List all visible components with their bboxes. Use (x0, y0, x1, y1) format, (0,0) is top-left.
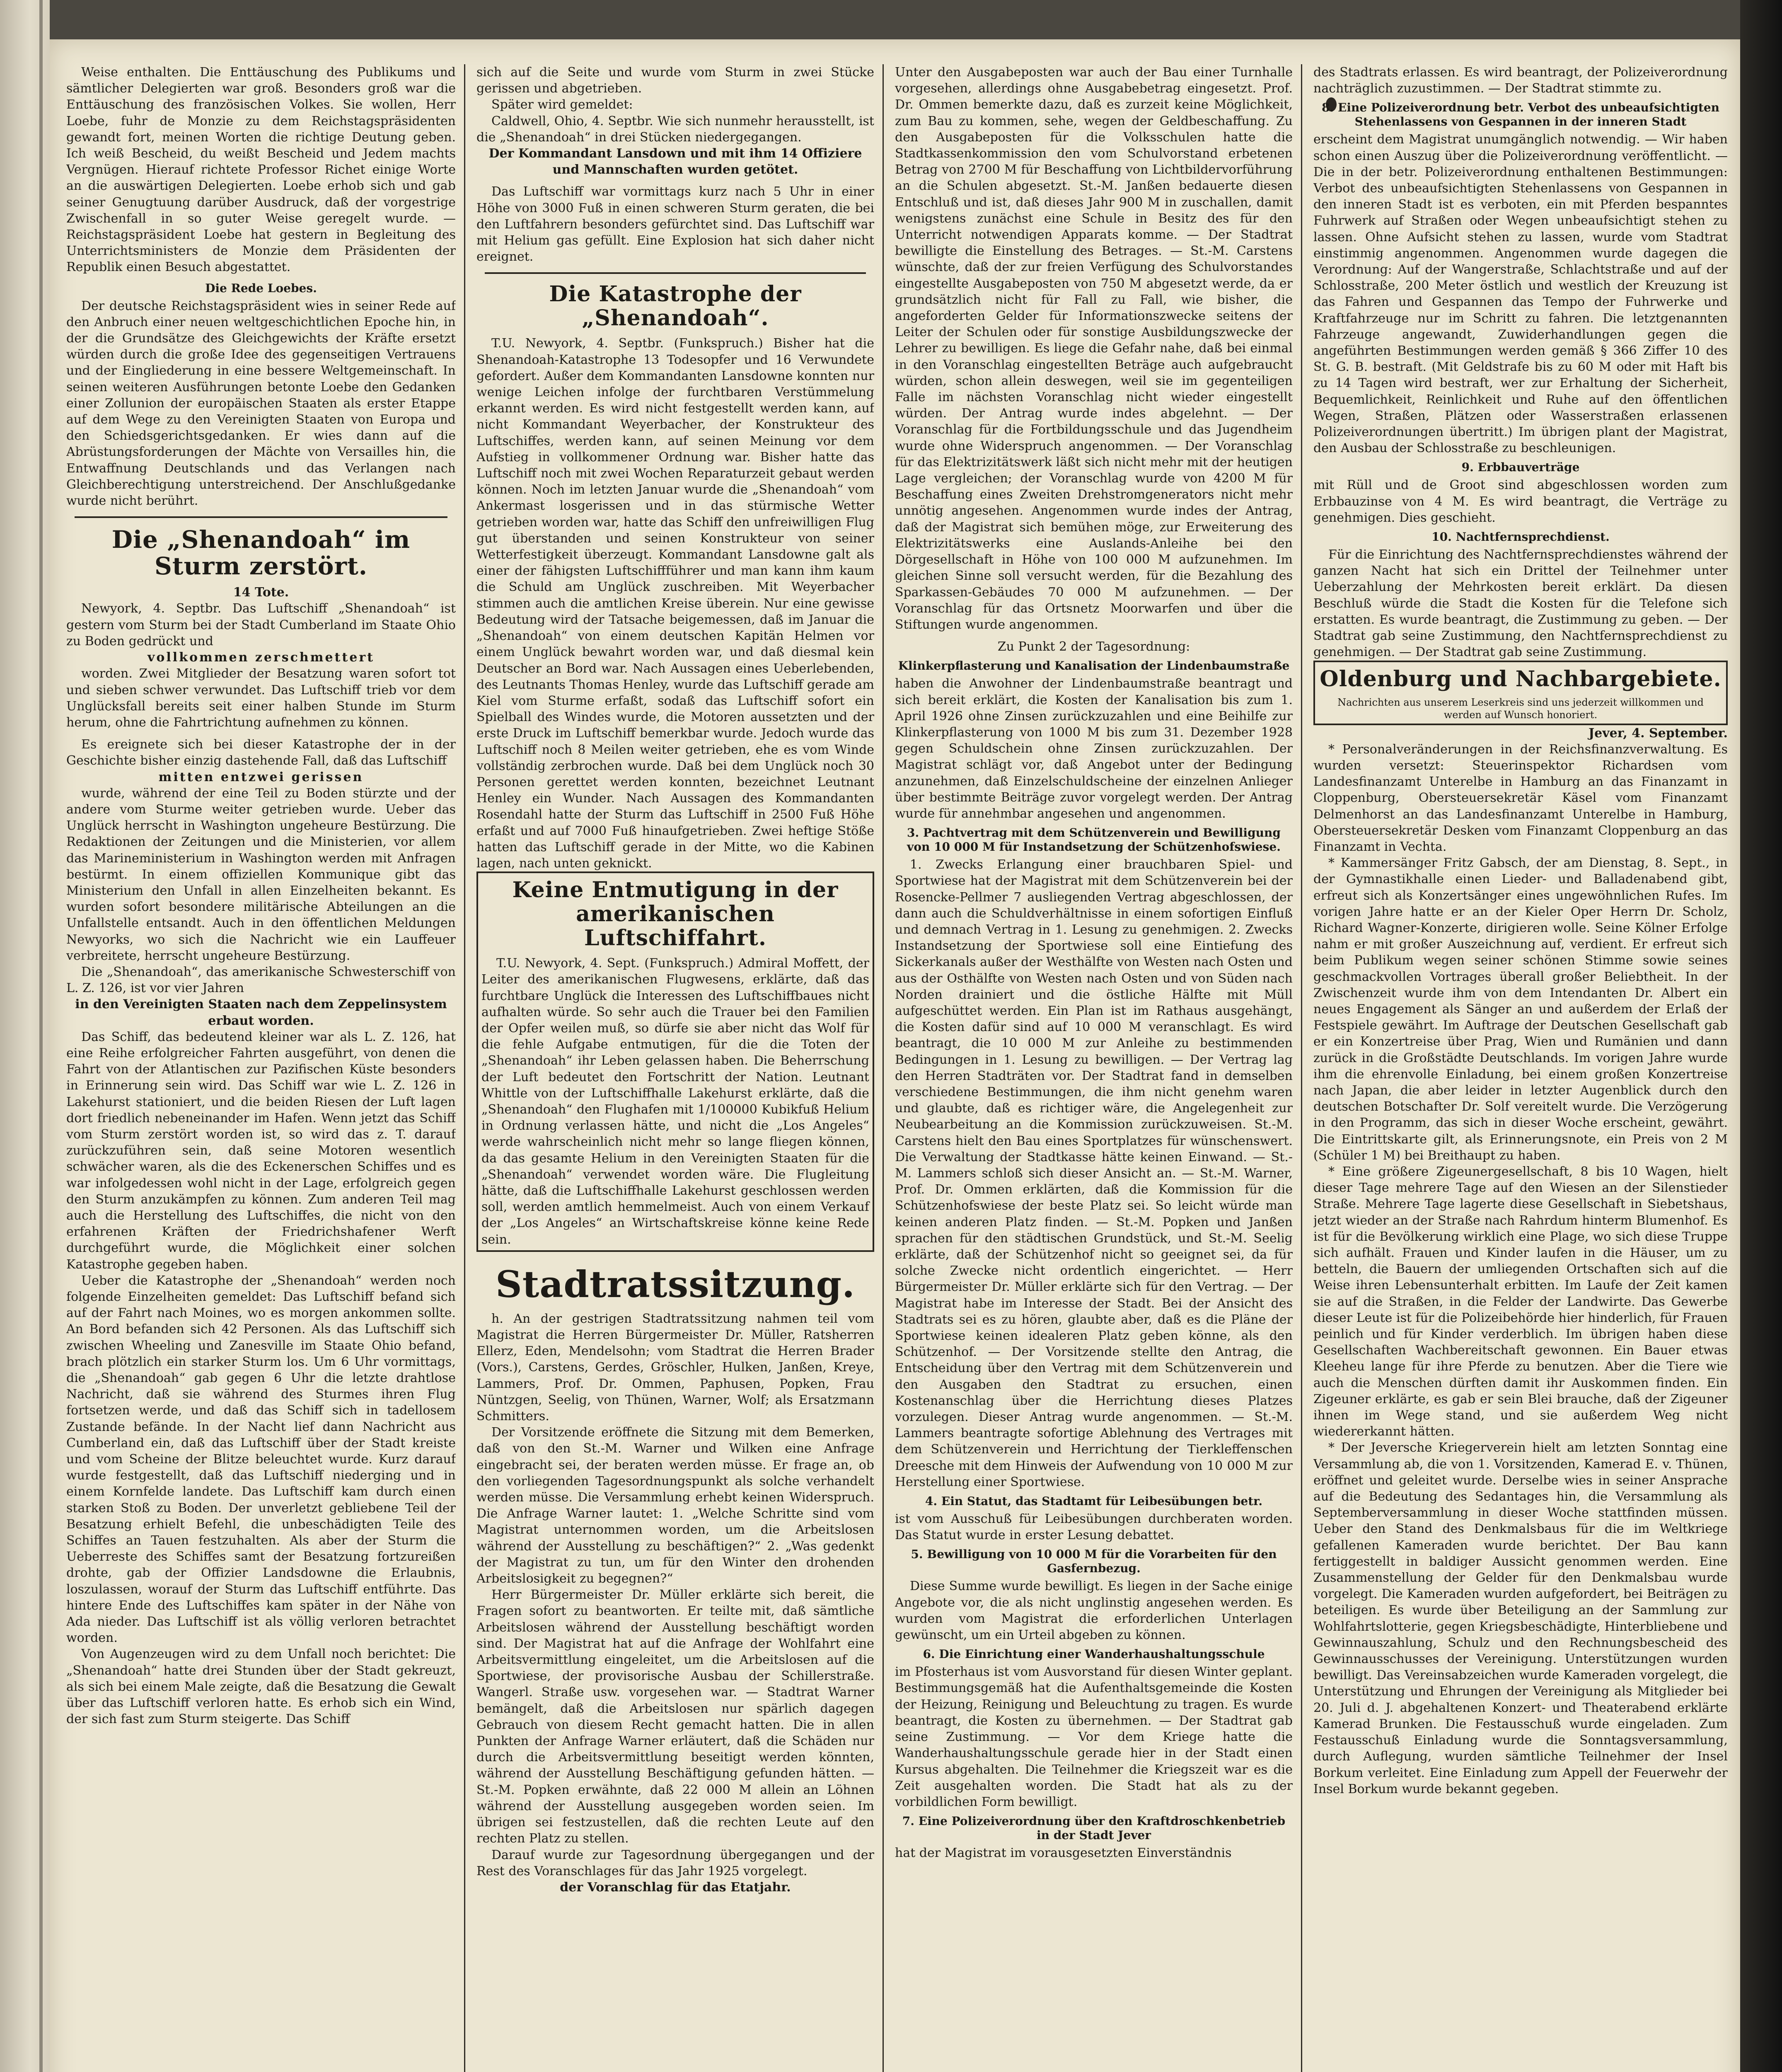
boxed-article (476, 871, 874, 1252)
paragraph: Der deutsche Reichstagspräsident wies in seiner Rede auf den Anbruch einer neuen weltgeschichtlichen Epoche hin, in der die Grundsätze des Gleichgewichts der Kräfte ersetzt würden durch die große Idee des gegenseitigen Vertrauens und der Eingliederung in eine bessere Weltgemeinschaft. In seinen weiteren Ausführungen betonte Loebe den Gedanken einer Zollunion der europäischen Staaten als erster Etappe auf dem Wege zu den Vereinigten Staaten von Europa und den Schiedsgerichtsgedanken. Er wies dann auf die Abrüstungsforderungen der Mächte von Versailles hin, die Entwaffnung Deutschlands und das Verlangen nach Gleichberechtigung unterstreichend. Der Anschlußgedanke wurde nicht berührt. (66, 298, 456, 508)
paragraph: Es ereignete sich bei dieser Katastrophe der in der Geschichte bisher einzig dastehende Fall, daß das Luftschiff (66, 737, 456, 768)
paragraph: * Personalveränderungen in der Reichsfinanzverwaltung. Es wurden versetzt: Steuerinspektor Richardsen vom Landesfinanzamt Unterelbe in Hamburg an das Finanzamt in Cloppenburg, Obersteuersekretär Käsel vom Finanzamt Delmenhorst an das Landesfinanzamt Unterelbe in Hamburg, Obersteuersekretär Desken vom Finanzamt Cloppenburg an das Finanzamt in Vechta. (1313, 742, 1728, 854)
column-rule-2 (883, 64, 884, 2072)
paragraph: Von Augenzeugen wird zu dem Unfall noch berichtet: Die „Shenandoah“ hatte drei Stunden über der Stadt gekreuzt, als sich bei einem Male zeigte, daß die Besatzung die Gewalt über das Luftschiff verloren hatte. Es erhob sich ein Wind, der sich fast zum Sturm steigerte. Das Schiff (66, 1647, 456, 1727)
paragraph: Ueber die Katastrophe der „Shenandoah“ werden noch folgende Einzelheiten gemeldet: Das Luftschiff befand sich auf der Fahrt nach Moines, wo es morgen ankommen sollte. An Bord befanden sich 42 Personen. Als das Luftschiff sich zwischen Wheeling und Zanesville im Staate Ohio befand, brach plötzlich ein starker Sturm los. Um 6 Uhr vormittags, die „Shenandoah“ gab gegen 6 Uhr die letzte drahtlose Nachricht, daß sie während des Sturmes ihren Flug fortsetzen werde, und daß das Schiff sich in tadellosem Zustande befände. In der Nacht lief dann Nachricht aus Cumberland ein, daß das Luftschiff über der Stadt kreiste und vom Scheine der Blitze beleuchtet wurde. Kurz darauf wurde festgestellt, daß das Luftschiff niederging und in einem Kornfelde landete. Das Luftschiff kam durch einen starken Stoß zu Boden. Der unverletzt gebliebene Teil der Besatzung erhielt Befehl, die unbeschädigten Teile des Schiffes an Tauen festzuhalten. Als aber der Sturm die Ueberreste des Schiffes samt der Besatzung fortzureißen drohte, gab der Offizier Landsdowne die Erlaubnis, loszulassen, worauf der Sturm das Luftschiff entführte. Das hintere Ende des Luftschiffes kam später in der Nähe von Ada nieder. Das Luftschiff ist als völlig verloren betrachtet worden. (66, 1273, 456, 1646)
section-note: Nachrichten aus unserem Leserkreis sind uns jederzeit willkommen und werden auf Wunsch honoriert. (1337, 696, 1704, 721)
section-headline: Oldenburg und Nachbargebiete. (1320, 666, 1722, 692)
paragraph: T.U. Newyork, 4. Sept. (Funkspruch.) Admiral Moffett, der Leiter des amerikanischen Flugwesens, erklärte, daß das furchtbare Unglück die Interessen des Luftschiffbaues nicht aufhalten würde. So sehr auch die Trauer bei den Familien der Opfer weilen muß, so dürfe sie aber nicht das Wolf für die fehle Aufgabe entmutigen, für die die Toten der „Shenandoah“ ihr Leben gelassen haben. Die Beherrschung der Luft bedeutet den Fortschritt der Nation. Leutnant Whittle von der Luftschiffhalle Lakehurst erklärte, daß die „Shenandoah“ den Flughafen mit 1/100000 Kubikfuß Helium in Ordnung verlassen hätte, und nicht die „Los Angeles“ werde wahrscheinlich nicht mehr so lange fliegen können, da das gesamte Helium in den Vereinigten Staaten für die „Shenandoah“ verwendet worden wäre. Die Flugleitung hätte, daß die Luftschiffhalle Lakehurst geschlossen werden soll, werden amtlich hemmelmeist. Auch von einem Verkauf der „Los Angeles“ an Wirtschaftskreise könne keine Rede sein. (481, 956, 869, 1247)
paragraph: * Eine größere Zigeunergesellschaft, 8 bis 10 Wagen, hielt dieser Tage mehrere Tage auf den Wiesen an der Silenstieder Straße. Mehrere Tage lagerte diese Gesellschaft in Siebetshaus, jetzt wieder an der Straße nach Rahrdum hinterm Blumenhof. Es ist für die Bevölkerung wirklich eine Plage, wo sich diese Truppe sich aufhält. Frauen und Kinder laufen in die Häuser, um zu betteln, die Bauern der umliegenden Ortschaften sich auf die Weise ihren Lebensunterhalt erbitten. Im Laufe der Zeit kamen sie auf die Straßen, in die Felder der Landwirte. Das Gewerbe dieser Leute ist für die Polizeibehörde hier hinderlich, für Frauen peinlich und für Kinder verderblich. Im übrigen haben diese Gesellschaften Wachbereitschaft gewonnen. Ein Bauer etwas Kleeheu lange für ihre Pferde zu benutzen. Aber die Tiere wie auch die Menschen dürften damit ihr Auskommen finden. Ein Zigeuner erklärte, es gab er sein Blei brauche, daß der Zigeuner ihnen im Wege stand, und sie außerdem Weg nicht wiedererkannt hätten. (1313, 1164, 1728, 1439)
paragraph: vollkommen zerschmettert (147, 650, 375, 665)
divider (485, 272, 866, 274)
article-headline: Stadtratssitzung. (496, 1262, 855, 1306)
paragraph: hat der Magistrat im vorausgesetzten Einverständnis (895, 1846, 1232, 1861)
column-rule-1 (464, 64, 465, 2072)
column-3 (895, 64, 1293, 2072)
column-2 (476, 64, 874, 2072)
paragraph: Darauf wurde zur Tagesordnung übergegangen und der Rest des Voranschlages für das Jahr 1925 vorgelegt. (476, 1847, 874, 1878)
paragraph: * Der Jeversche Kriegerverein hielt am letzten Sonntag eine Versammlung ab, die von 1. Vorsitzenden, Kamerad E. v. Thünen, eröffnet und geleitet wurde. Derselbe wies in seiner Ansprache auf die Bedeutung des Sedantages hin, die Versammlung als Septemberversammlung in dieser Woche stattfinden müssen. Ueber den Stand des Denkmalsbaus für die im Weltkriege gefallenen Kameraden wurde berichtet. Der Bau kann fertiggestellt in baldiger Aussicht genommen werden. Eine Zusammenstellung der Gelder für den Denkmalsbau wurde vorgelegt. Die Kameraden wurden aufgefordert, bei Beiträgen zu beteiligen. Es wurde über Beteiligung an der Sammlung zur Wohlfahrtslotterie, gegen Kriegsbeschädigte, Hinterbliebene und Gewinnauszahlung, Schulz und den Rechnungsbescheid des Gewinnausschusses der Vereinigung. Unterstützungen wurden bewilligt. Das Vereinsabzeichen wurde Kameraden vorgelegt, die Unterstützung und Ehrungen der Vereinigung als Mitglieder bei 20. Juli d. J. abgehaltenen Konzert- und Theaterabend erklärte Kamerad Brunken. Die Festausschuß wurde eingeladen. Zum Festausschuß Einladung wurde die Sonntagsversammlung, durch Auflegung, wurden sämtliche Teilnehmer der Insel Borkum verleitet. Eine Einladung zum Appell der Feuerwehr der Insel Borkum wurde bekannt gegeben. (1313, 1440, 1728, 1796)
paragraph: Unter den Ausgabeposten war auch der Bau einer Turnhalle vorgesehen, allerdings ohne Ausgabebetrag eingesetzt. Prof. Dr. Ommen bemerkte dazu, daß es zurzeit keine Möglichkeit, zum Bau zu kommen, sehe, wegen der Geldbeschaffung. Zu den Ausgabeposten für die Volksschulen hatte die Stadtkassenkommission den vom Schulvorstand erbetenen Betrag von 2700 M für Beschaffung von Lichtbildervorführung an die Schulen abgesetzt. St.-M. Janßen bedauerte diesen Entschluß und ist, daß dieses Jahr 900 M in zuschallen, damit wenigstens zunächst eine Schule in Besitz des für den Unterricht notwendigen Apparats komme. — Der Stadtrat bewilligte die Einstellung des Betrages. — St.-M. Carstens wünschte, daß der zur freien Verfügung des Schulvorstandes eingestellte Ausgabeposten von 750 M abgesetzt werde, da er grundsätzlich nicht für Fall zu Fall, wie bisher, die angeforderten Gelder für Informationszwecke seitens der Leiter der Schulen oder für sonstige Ausbildungszwecke der Lehrer zu bewilligen. Es liege die Gefahr nahe, daß bei einmal in den Voranschlag eingestellten Beträge auch aufgebraucht würden, schon allein deswegen, weil sie im gegenteiligen Falle im nächsten Voranschlag nicht wieder eingestellt würden. Der Antrag wurde indes abgelehnt. — Der Voranschlag für die Fortbildungsschule und das Jugendheim wurde ohne Widerspruch angenommen. — Der Voranschlag für das Elektrizitätswerk läßt sich nicht mehr mit der heutigen Lage vergleichen; der Voranschlag wurde von 4200 M für Beschaffung eines Zweiten Drehstromgenerators nicht mehr unnötig angesehen. Angenommen wurde indes der Antrag, daß der Magistrat sich bemühen möge, zur Erweiterung des Elektrizitätswerks eine Auslands-Anleihe bei den Dörgesellschaft in Höhe von 100 000 M aufzunehmen. Im gleichen Sinne soll versucht werden, für die Bezahlung des Sparkassen-Gebäudes 70 000 M aufzunehmen. — Der Voranschlag für das Ortsnetz Moorwarfen und über die Stiftungen wurde angenommen. (895, 65, 1293, 632)
section-subheading: 4. Ein Statut, das Stadtamt für Leibesübungen betr. (925, 1494, 1263, 1508)
paragraph: Caldwell, Ohio, 4. Septbr. Wie sich nunmehr herausstellt, ist die „Shenandoah“ in drei Stücken niedergegangen. (476, 114, 874, 145)
paragraph: Zu Punkt 2 der Tagesordnung: (997, 639, 1190, 654)
paragraph: erscheint dem Magistrat unumgänglich notwendig. — Wir haben schon einen Auszug über die Polizeiverordnung veröffentlicht. — Die in der betr. Polizeiverordnung enthaltenen Bestimmungen: Verbot des unbeaufsichtigten Stehenlassens von Gespannen in den inneren Stadt ist es verboten, ein mit Pferden bespanntes Fuhrwerk auf Straßen oder Wegen unbeaufsichtigt stehen zu lassen. Ohne Aufsicht stehen zu lassen, wurde vom Stadtrat einstimmig angenommen. Angenommen wurde dagegen die Verordnung: Auf der Wangerstraße, Schlachtstraße und auf der Schlosstraße, 200 Meter östlich und westlich der Kreuzung ist das Fahren und Gespannen das Tempo der Fuhrwerke und Kraftfahrzeuge nur im Schritt zu fahren. Die letztgenannten Fahrzeuge angewandt, Zuwiderhandlungen gegen die angeführten Bestimmungen werden gemäß § 366 Ziffer 10 des St. G. B. bestraft. (Mit Geldstrafe bis zu 60 M oder mit Haft bis zu 14 Tagen wird bestraft, wer zur Erhaltung der Sicherheit, Bequemlichkeit, Reinlichkeit und Ruhe auf den öffentlichen Wegen, Straßen, Plätzen oder Wasserstraßen erlassenen Polizeiverordnungen übertritt.) Im übrigen plant der Magistrat, den Ausbau der Schlosstraße zu beschleunigen. (1313, 132, 1728, 456)
paragraph: ist vom Ausschuß für Leibesübungen durchberaten worden. Das Statut wurde in erster Lesung debattet. (895, 1512, 1293, 1543)
section-subheading: 3. Pachtvertrag mit dem Schützenverein und Bewilligung von 10 000 M für Instandsetzung der Schützenhofswiese. (907, 826, 1281, 854)
article-headline: Die „Shenandoah“ im Sturm zerstört. (111, 525, 411, 581)
paragraph: Für die Einrichtung des Nachtfernsprechdienstes während der ganzen Nacht hat sich ein Drittel der Teilnehmer unter Ueberzahlung der Mehrkosten bereit erklärt. Da diesen Beschluß würde die Stadt die Kosten für die Telefone sich erstatten. Es wurde beantragt, die Zustimmung zu geben. — Der Stadtrat gab seine Zustimmung, den Nachtfernsprechdienst zu genehmigen. — Der Stadtrat gab seine Zustimmung. (1313, 547, 1728, 660)
paragraph: * Kammersänger Fritz Gabsch, der am Dienstag, 8. Sept., in der Gymnastikhalle einen Lieder- und Balladenabend gibt, erfreut sich als Konzertsänger eines ungewöhnlichen Rufes. Im vorigen Jahre hatte er an der Kieler Oper Herrn Dr. Scholz, Richard Wagner-Konzerte, dirigieren wolle. Seine Kölner Erfolge nahm er mit großer Auszeichnung auf, verdient. Er erfreut sich beim Publikum wegen seiner schönen Stimme sowie seines geschmackvollen Vortrages überall großer Beliebtheit. In der Zwischenzeit wurde ihm von dem Intendanten Dr. Albert ein neues Engagement als Sänger an und außerdem der Erlaß der Festspiele gewährt. Im Auftrage der Deutschen Gesellschaft gab er ein Konzertreise über Prag, Wien und Rumänien und dann zurück in die Großstädte Deutschlands. Im vorigen Jahre wurde ihm die ehrenvolle Einladung, bei einem großen Konzertreise nach Japan, die aber leider in letzter Augenblick durch den deutschen Botschafter Dr. Solf vereitelt wurde. Die Verzögerung in den Programm, das sich in dieser Woche erscheint, gewährt. Die Eintrittskarte gilt, als Erinnerungsnote, ein Preis von 2 M (Schüler 1 M) bei Breithaupt zu haben. (1313, 856, 1728, 1163)
dateline: Jever, 4. September. (1588, 726, 1728, 741)
paragraph: im Pfosterhaus ist vom Ausvorstand für diesen Winter geplant. Bestimmungsgemäß hat die Aufenthaltsgemeinde die Kosten der Heizung, Reinigung und Beleuchtung zu tragen. Es wurde beantragt, die Kosten zu übernehmen. — Der Stadtrat gab seine Zustimmung. — Vor dem Kriege hatte die Wanderhaushaltungsschule gerade hier in der Stadt einen Kursus abgehalten. Die Teilnehmer die Kriegszeit war es die Zeit ausgehalten worden. Die Stadt hat als zu der vorbildlichen Form bewilligt. (895, 1665, 1293, 1809)
paragraph: mitten entzwei gerissen (158, 770, 364, 784)
paragraph: Newyork, 4. Septbr. Das Luftschiff „Shenandoah“ ist gestern vom Sturm bei der Stadt Cumberland im Staate Ohio zu Boden gedrückt und (66, 601, 456, 649)
paragraph: haben die Anwohner der Lindenbaumstraße beantragt und sich bereit erklärt, die Kosten der Kanalisation bis zum 1. April 1926 ohne Zinsen zurückzuzahlen und eine Beihilfe zur Klinkerpflasterung von 1000 M bis zum 31. Dezember 1928 gegen Schuldschein ohne Zinsen zurückzuzahlen. Der Magistrat schlägt vor, daß Angebot unter der Bedingung anzunehmen, daß Einzelschuldscheine der einzelnen Anlieger über bestimmte Beiträge zuvor vorgelegt werden. Der Antrag wurde für annehmbar angesehen und angenommen. (895, 676, 1293, 821)
section-subheading: 10. Nachtfernsprechdienst. (1431, 530, 1610, 544)
section-subheading: 7. Eine Polizeiverordnung über den Kraftdroschkenbetrieb in der Stadt Jever (902, 1814, 1286, 1842)
column-4 (1313, 64, 1728, 2072)
section-header-box (1313, 661, 1728, 725)
paragraph: sich auf die Seite und wurde vom Sturm in zwei Stücke gerissen und abgetrieben. (476, 65, 874, 96)
paragraph: Der Vorsitzende eröffnete die Sitzung mit dem Bemerken, daß von den St.-M. Warner und Wilken eine Anfrage eingebracht sei, der beraten werden müsse. Er frage an, ob den vorliegenden Tagesordnungspunkt als solche verhandelt werden müsse. Die Versammlung erhebt keinen Widerspruch. Die Anfrage Warner lautet: 1. „Welche Schritte sind vom Magistrat unternommen worden, um die Arbeitslosen während der Ausstellung zu beschäftigen?“ 2. „Was gedenkt der Magistrat zu tun, um für den Winter den drohenden Arbeitslosigkeit zu begegnen?“ (476, 1425, 874, 1586)
page-binding (0, 0, 50, 2072)
section-subheading: Klinkerpflasterung und Kanalisation der Lindenbaumstraße (898, 659, 1290, 673)
paragraph: in den Vereinigten Staaten nach dem Zeppelinsystem erbaut worden. (75, 997, 447, 1028)
paragraph: 1. Zwecks Erlangung einer brauchbaren Spiel- und Sportwiese hat der Magistrat mit dem Schützenverein bei der Rosencke-Pellmer 7 ausliegenden Vertrag abgeschlossen, der dann auch die Schuldverhältnisse in einem sofortigen Einfluß und demnach Vertrag in 1. Lesung zu genehmigen. 2. Zwecks Instandsetzung der Sportwiese soll eine Eintiefung des Sickerkanals außer der Westhälfte von Westen nach Osten und aus der Osthälfte von Westen nach Osten und von Süden nach Norden drainiert und die östliche Hälfte mit Müll aufgeschüttet werden. Ein Plan ist im Rathaus ausgehängt, die Kosten dafür sind auf 10 000 M veranschlagt. Es wird beantragt, die 10 000 M zur Anleihe zu bestimmenden Bedingungen in 1. Lesung zu bewilligen. — Der Vertrag lag den Herren Stadträten vor. Der Stadtrat fand in demselben verschiedene Bestimmungen, die ihm nicht genehm waren und glaubte, daß es richtiger wäre, die Angelegenheit zur Neubearbeitung an die Kommission zurückzuweisen. St.-M. Carstens hielt den Bau eines Sportplatzes für wünschenswert. Die Verwaltung der Stadtkasse hätte keinen Einwand. — St.-M. Lammers schloß sich dieser Ansicht an. — St.-M. Warner, Prof. Dr. Ommen erklärten, daß die Kommission für die Schützenhofswiese der beste Platz sei. So leicht würde man keinen anderen Platz finden. — St.-M. Popken und Janßen sprachen für den städtischen Grundstück, und St.-M. Seelig erklärte, daß der Schützenhof nicht so geeignet sei, da für solche Zwecke nicht ordentlich eingerichtet. — Herr Bürgermeister Dr. Müller erklärte sich für den Vertrag. — Der Magistrat habe im Interesse der Stadt. Bei der Ansicht des Stadtrats sei es zu hören, glaubte aber, daß es die Pläne der Sportwiese keinen idealeren Platz geben könne, als den Schützenhof. — Der Vorsitzende stellte den Antrag, die Entscheidung über den Vertrag mit dem Schützenverein und den Ausgaben den Stadtrat zu ersuchen, einen Kostenanschlag über die Herrichtung dieses Platzes vorzulegen. Dieser Antrag wurde angenommen. — St.-M. Lammers beantragte sofortige Ablehnung des Vertrages mit dem Schützenverein und Herrichtung der Tierkleffenschen Dreesche mit dem Hinweis der Aufwendung von 10 000 M zur Herstellung einer Sportwiese. (895, 857, 1293, 1489)
column-rule-3 (1301, 64, 1302, 2072)
paragraph: Der Kommandant Lansdown und mit ihm 14 Offiziere und Mannschaften wurden getötet. (488, 146, 862, 177)
paragraph: Herr Bürgermeister Dr. Müller erklärte sich bereit, die Fragen sofort zu beantworten. Er teilte mit, daß sämtliche Arbeitslosen während der Ausstellung beschäftigt worden sind. Der Magistrat hat auf die Anfrage der Wohlfahrt eine Arbeitsvermittlung eingeleitet, um die Arbeitslosen auf die Sportwiese, der provisorische Ausbau der Schillerstraße. Wangerl. Straße usw. vorgesehen war. — Stadtrat Warner bemängelt, daß die Arbeitslosen nur spärlich dagegen Gebrauch von diesem Recht gemacht hatten. Die in allen Punkten der Anfrage Warner erläutert, daß die Schäden nur durch die Arbeitsvermittlung beseitigt werden könnten, während der Ausstellung Beschäftigung gefunden hätten. — St.-M. Popken erwähnte, daß 22 000 M allein an Löhnen während der Ausstellung ausgegeben worden seien. Im übrigen sei festzustellen, daß die rechten Leute auf den rechten Platz zu stellen. (476, 1588, 874, 1846)
paragraph: des Stadtrats erlassen. Es wird beantragt, der Polizeiverordnung nachträglich zuzustimmen. — Der Stadtrat stimmte zu. (1313, 65, 1728, 96)
paragraph: mit Rüll und de Groot sind abgeschlossen worden zum Erbbauzinse von 4 M. Es wird beantragt, die Verträge zu genehmigen. Dies geschieht. (1313, 478, 1728, 525)
paragraph: Weise enthalten. Die Enttäuschung des Publikums und sämtlicher Delegierten war groß. Besonders groß war die Enttäuschung des französischen Volkes. Sie wollen, Herr Loebe, fuhr de Monzie zu dem Reichstagspräsidenten gewandt fort, meinen Worten die richtige Deutung geben. Ich weiß Bescheid, du weißt Bescheid und Jedem machts Vergnügen. Hierauf richtete Professor Richet einige Worte an die auswärtigen Delegierten. Loebe erhob sich und gab seiner Genugtuung darüber Ausdruck, daß der vorgestrige Zwischenfall in so guter Weise geregelt wurde. — Reichstagspräsident Loebe hat gestern in Begleitung des Unterrichtsministers de Monzie dem Präsidenten der Republik einen Besuch abgestattet. (66, 65, 456, 275)
section-subheading: 8. Eine Polizeiverordnung betr. Verbot des unbeaufsichtigten Stehenlassens von Gespannen in der inneren Stadt (1322, 101, 1719, 129)
paragraph: h. An der gestrigen Stadtratssitzung nahmen teil vom Magistrat die Herren Bürgermeister Dr. Müller, Ratsherren Ellerz, Eden, Mendelsohn; vom Stadtrat die Herren Brader (Vors.), Carstens, Gerdes, Gröschler, Hulken, Janßen, Kreye, Lammers, Prof. Dr. Ommen, Paphusen, Popken, Frau Nüntzgen, Seelig, von Thünen, Warner, Wolf; als Ersatzmann Schmitters. (476, 1311, 874, 1424)
newspaper-page (50, 39, 1740, 2072)
article-headline: Die Katastrophe der „Shenandoah“. (549, 281, 802, 331)
paragraph: worden. Zwei Mitglieder der Besatzung waren sofort tot und sieben schwer verwundet. Das Luftschiff trieb vor dem Unglücksfall bereits seit einer halben Stunde im Sturm herum, ohne die Fahrtrichtung aufnehmen zu können. (66, 666, 456, 730)
dark-background-edge (1740, 0, 1782, 2072)
column-1 (66, 64, 456, 2072)
divider (75, 516, 447, 518)
paragraph: Diese Summe wurde bewilligt. Es liegen in der Sache einige Angebote vor, die als nicht unglinstig angesehen werden. Es wurden vom Magistrat die erforderlichen Unterlagen gewünscht, um ein Urteil abgeben zu können. (895, 1579, 1293, 1643)
section-subheading: 5. Bewilligung von 10 000 M für die Vorarbeiten für den Gasfernbezug. (911, 1547, 1277, 1576)
article-headline: Keine Entmutigung in der amerikanischen Luftschiffahrt. (512, 877, 839, 951)
paragraph: T.U. Newyork, 4. Septbr. (Funkspruch.) Bisher hat die Shenandoah-Katastrophe 13 Todesopfer und 16 Verwundete gefordert. Außer dem Kommandanten Lansdowne konnten nur wenige Leichen infolge der furchtbaren Verstümmelung erkannt werden. Es wird nicht festgestellt werden kann, auf nicht Kommandant Weyerbacher, der Konstrukteur des Luftschiffes, werden kann, auf seinen Meinung vor dem Aufstieg in vollkommener Ordnung war. Bisher hatte das Luftschiff noch mit zwei Wochen Reparaturzeit gebaut werden können. Noch im letzten Januar wurde die „Shenandoah“ vom Ankermast losgerissen und in das stürmische Wetter getrieben worden war, hatte das Schiff den unfreiwilligen Flug gut überstanden und seinen Konstrukteur von seiner Wetterfestigkeit überzeugt. Kommandant Lansdowne galt als einer der fähigsten Luftschiffführer und man kann ihm kaum die Schuld am Unglück zuschreiben. Mit Weyerbacher stimmen auch die amtlichen Kreise überein. Nur eine gewisse Bedeutung wird der Tatsache beigemessen, daß im Januar die „Shenandoah“ von einem deutschen Kapitän Helmen vor einem Unglück bewahrt worden war, und daß diesmal kein Deutscher an Bord war. Nach Aussagen eines Ueberlebenden, des Leutnants Thomas Henley, wurde das Luftschiff gerade am Kiel vom Sturme erfaßt, sodaß das Luftschiff sofort ein Spielball des Windes wurde, die Motoren aussetzten und der erste Druck im Luftschiff bemerkbar wurde. Jedoch wurde das Luftschiff noch 8 Meilen weiter getrieben, ehe es vom Winde vollständig zerbrochen wurde. Daß bei dem Unglück noch 30 Personen gerettet werden konnten, bezeichnet Leutnant Henley ein Wunder. Nach Aussagen des Kommandanten Rosendahl hatte der Sturm das Luftschiff in 2500 Fuß Höhe erfaßt und auf 7000 Fuß hinaufgetrieben. Zwei heftige Stöße hatten das Luftschiff gerade in der Mitte, wo die Kabinen lagen, nach unten geknickt. (476, 336, 874, 871)
section-subheading: 9. Erbbauverträge (1461, 460, 1580, 474)
headline-subtitle: 14 Tote. (233, 585, 289, 600)
paragraph: Später wird gemeldet: (491, 97, 633, 112)
section-subheading: 6. Die Einrichtung einer Wanderhaushaltungsschule (923, 1647, 1265, 1661)
paragraph: Die „Shenandoah“, das amerikanische Schwesterschiff von L. Z. 126, ist vor vier Jahren (66, 964, 456, 996)
paragraph: Das Schiff, das bedeutend kleiner war als L. Z. 126, hat eine Reihe erfolgreicher Fahrten ausgeführt, von denen die Fahrt von der Atlantischen zur Pazifischen Küste besonders in Erinnerung sein wird. Das Schiff war wie L. Z. 126 in Lakehurst stationiert, und die beiden Riesen der Luft lagen dort friedlich nebeneinander im Hafen. Wenn jetzt das Schiff vom Sturm zerstört worden ist, so wird das z. T. darauf zurückzuführen sein, daß seine Motoren wesentlich schwächer waren, als die des Eckenerschen Schiffes und es war infolgedessen wohl nicht in der Lage, erfolgreich gegen den Sturm anzukämpfen zu können. Zum anderen Teil mag auch die Herstellung des Luftschiffes, die nicht von den erfahrenen Kräften der Friedrichshafener Werft durchgeführt wurde, die Möglichkeit einer solchen Katastrophe gegeben haben. (66, 1029, 456, 1272)
section-subheading: Die Rede Loebes. (205, 281, 317, 295)
paragraph: Das Luftschiff war vormittags kurz nach 5 Uhr in einer Höhe von 3000 Fuß in einen schweren Sturm geraten, die bei den Luftfahrern besonders gefürchtet sind. Das Luftschiff war mit Helium gas gefüllt. Eine Explosion hat sich daher nicht ereignet. (476, 184, 874, 264)
paragraph: wurde, während der eine Teil zu Boden stürzte und der andere vom Sturme weiter getrieben wurde. Ueber das Unglück herrscht in Washington ungeheure Bestürzung. Die Redaktionen der Zeitungen und die Ministerien, vor allem das Marineministerium in Washington werden mit Anfragen bestürmt. In einem offiziellen Kommunique gibt das Ministerium den Unfall in allen Einzelheiten bekannt. Es wurden sofort besondere militärische Abteilungen an die Unfallstelle entsandt. Auch in den öffentlichen Meldungen Newyorks, wo sich die Nachricht wie ein Lauffeuer verbreitete, herrscht ungeheure Bestürzung. (66, 786, 456, 963)
paragraph: der Voranschlag für das Etatjahr. (560, 1880, 791, 1895)
